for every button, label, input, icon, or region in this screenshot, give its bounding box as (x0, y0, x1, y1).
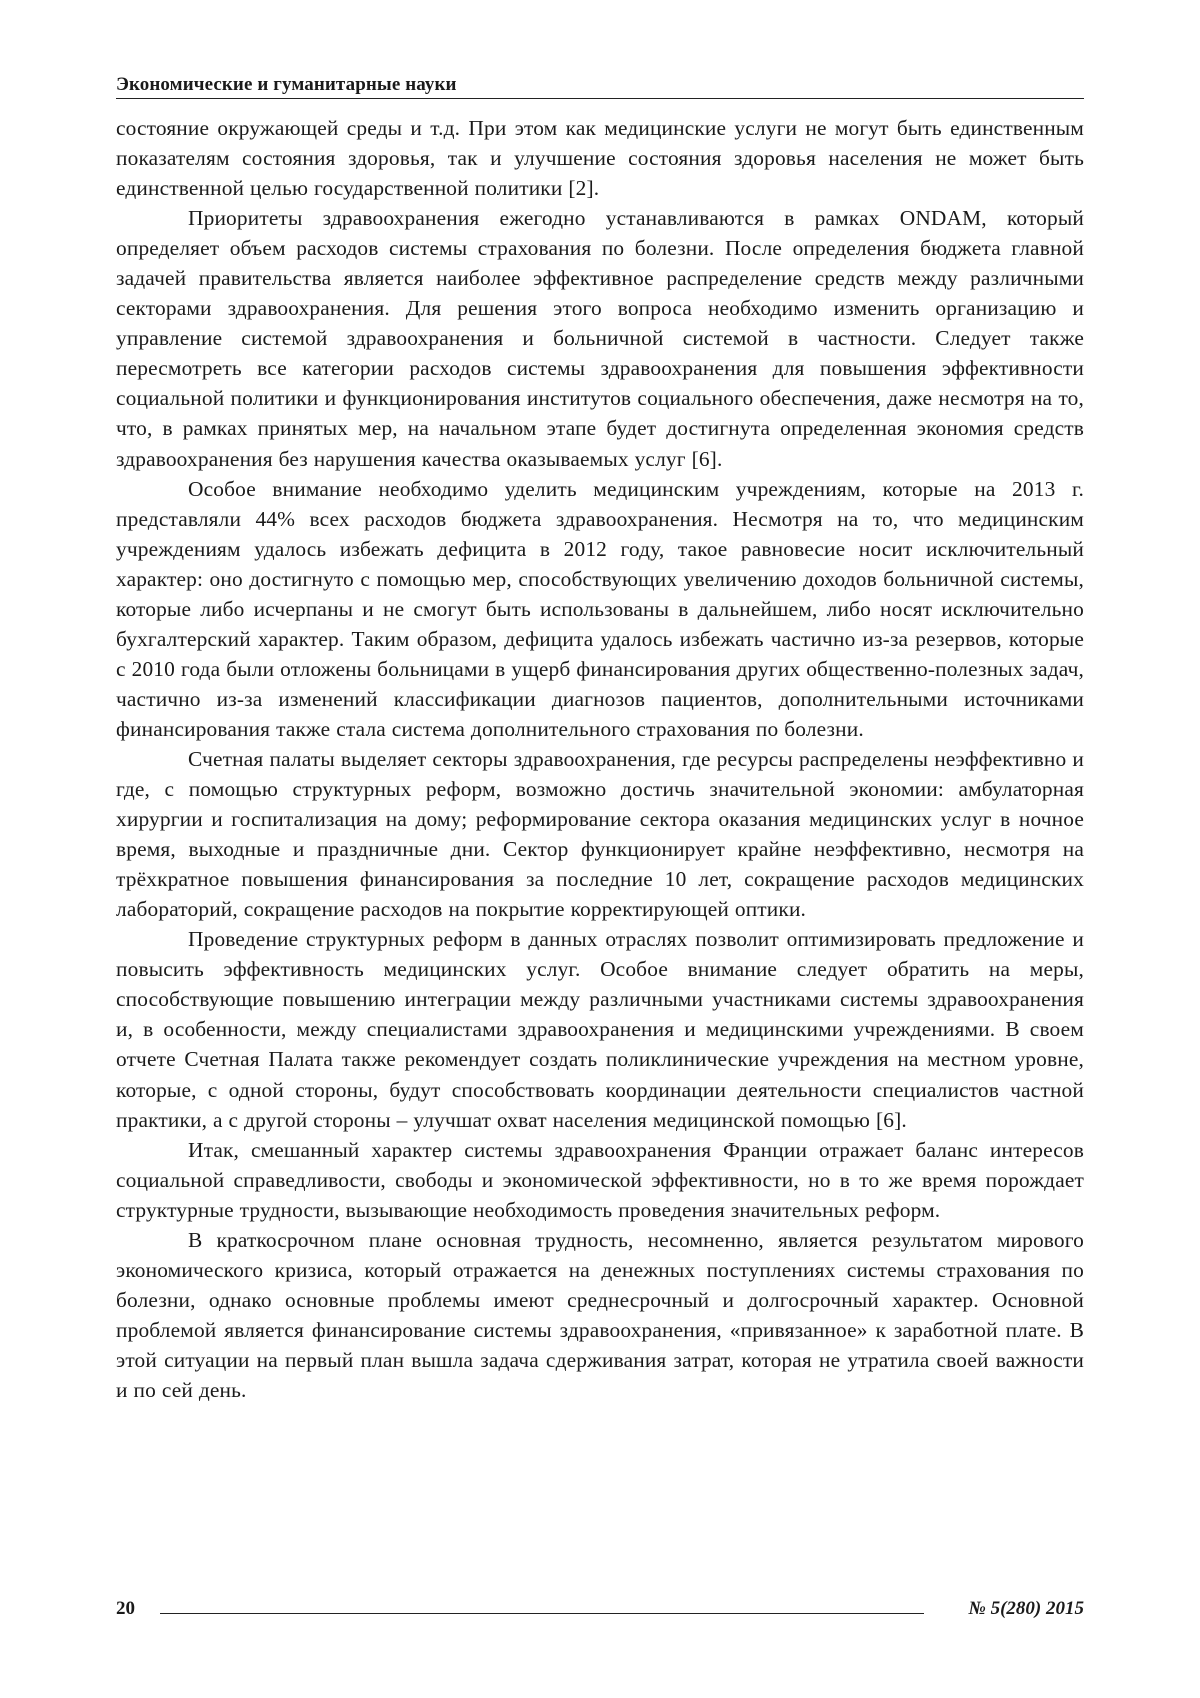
paragraph: Приоритеты здравоохранения ежегодно устанавливаются в рамках ONDAM, который определяет объем расходов системы страхования по болезни. После определения бюджета главной задачей правительства является наиболее эффективное распределение средств между различными секторами здравоохранения. Для решения этого вопроса необходимо изменить организацию и управление системой здравоохранения и больничной системой в частности. Следует также пересмотреть все категории расходов системы здравоохранения для повышения эффективности социальной политики и функционирования институтов социального обеспечения, даже несмотря на то, что, в рамках принятых мер, на начальном этапе будет достигнута определенная экономия средств здравоохранения без нарушения качества оказываемых услуг [6]. (116, 203, 1084, 473)
article-body (116, 113, 1084, 1405)
paragraph: Счетная палаты выделяет секторы здравоохранения, где ресурсы распределены неэффективно и где, с помощью структурных реформ, возможно достичь значительной экономии: амбулаторная хирургии и госпитализация на дому; реформирование сектора оказания медицинских услуг в ночное время, выходные и праздничные дни. Сектор функционирует крайне неэффективно, несмотря на трёхкратное повышения финансирования за последние 10 лет, сокращение расходов медицинских лабораторий, сокращение расходов на покрытие корректирующей оптики. (116, 744, 1084, 924)
paragraph: В краткосрочном плане основная трудность, несомненно, является результатом мирового экономического кризиса, который отражается на денежных поступлениях системы страхования по болезни, однако основные проблемы имеют среднесрочный и долгосрочный характер. Основной проблемой является финансирование системы здравоохранения, «привязанное» к заработной плате. В этой ситуации на первый план вышла задача сдерживания затрат, которая не утратила своей важности и по сей день. (116, 1225, 1084, 1405)
paragraph: Итак, смешанный характер системы здравоохранения Франции отражает баланс интересов социальной справедливости, свободы и экономической эффективности, но в то же время порождает структурные трудности, вызывающие необходимость проведения значительных реформ. (116, 1135, 1084, 1225)
running-header (116, 72, 1084, 99)
issue-number: № 5(280) 2015 (968, 1595, 1084, 1623)
running-footer (116, 1595, 1084, 1623)
journal-section-title: Экономические и гуманитарные науки (116, 74, 457, 95)
footer-divider (160, 1613, 924, 1614)
paragraph: Проведение структурных реформ в данных отраслях позволит оптимизировать предложение и повысить эффективность медицинских услуг. Особое внимание следует обратить на меры, способствующие повышению интеграции между различными участниками системы здравоохранения и, в особенности, между специалистами здравоохранения и медицинскими учреждениями. В своем отчете Счетная Палата также рекомендует создать поликлинические учреждения на местном уровне, которые, с одной стороны, будут способствовать координации деятельности специалистов частной практики, а с другой стороны – улучшат охват населения медицинской помощью [6]. (116, 924, 1084, 1134)
page-number: 20 (116, 1595, 135, 1623)
paragraph: Особое внимание необходимо уделить медицинским учреждениям, которые на 2013 г. представляли 44% всех расходов бюджета здравоохранения. Несмотря на то, что медицинским учреждениям удалось избежать дефицита в 2012 году, такое равновесие носит исключительный характер: оно достигнуто с помощью мер, способствующих увеличению доходов больничной системы, которые либо исчерпаны и не смогут быть использованы в дальнейшем, либо носят исключительно бухгалтерский характер. Таким образом, дефицита удалось избежать частично из-за резервов, которые с 2010 года были отложены больницами в ущерб финансирования других общественно-полезных задач, частично из-за изменений классификации диагнозов пациентов, дополнительными источниками финансирования также стала система дополнительного страхования по болезни. (116, 474, 1084, 744)
paragraph-continuation: состояние окружающей среды и т.д. При этом как медицинские услуги не могут быть единственным показателям состояния здоровья, так и улучшение состояния здоровья населения не может быть единственной целью государственной политики [2]. (116, 113, 1084, 203)
